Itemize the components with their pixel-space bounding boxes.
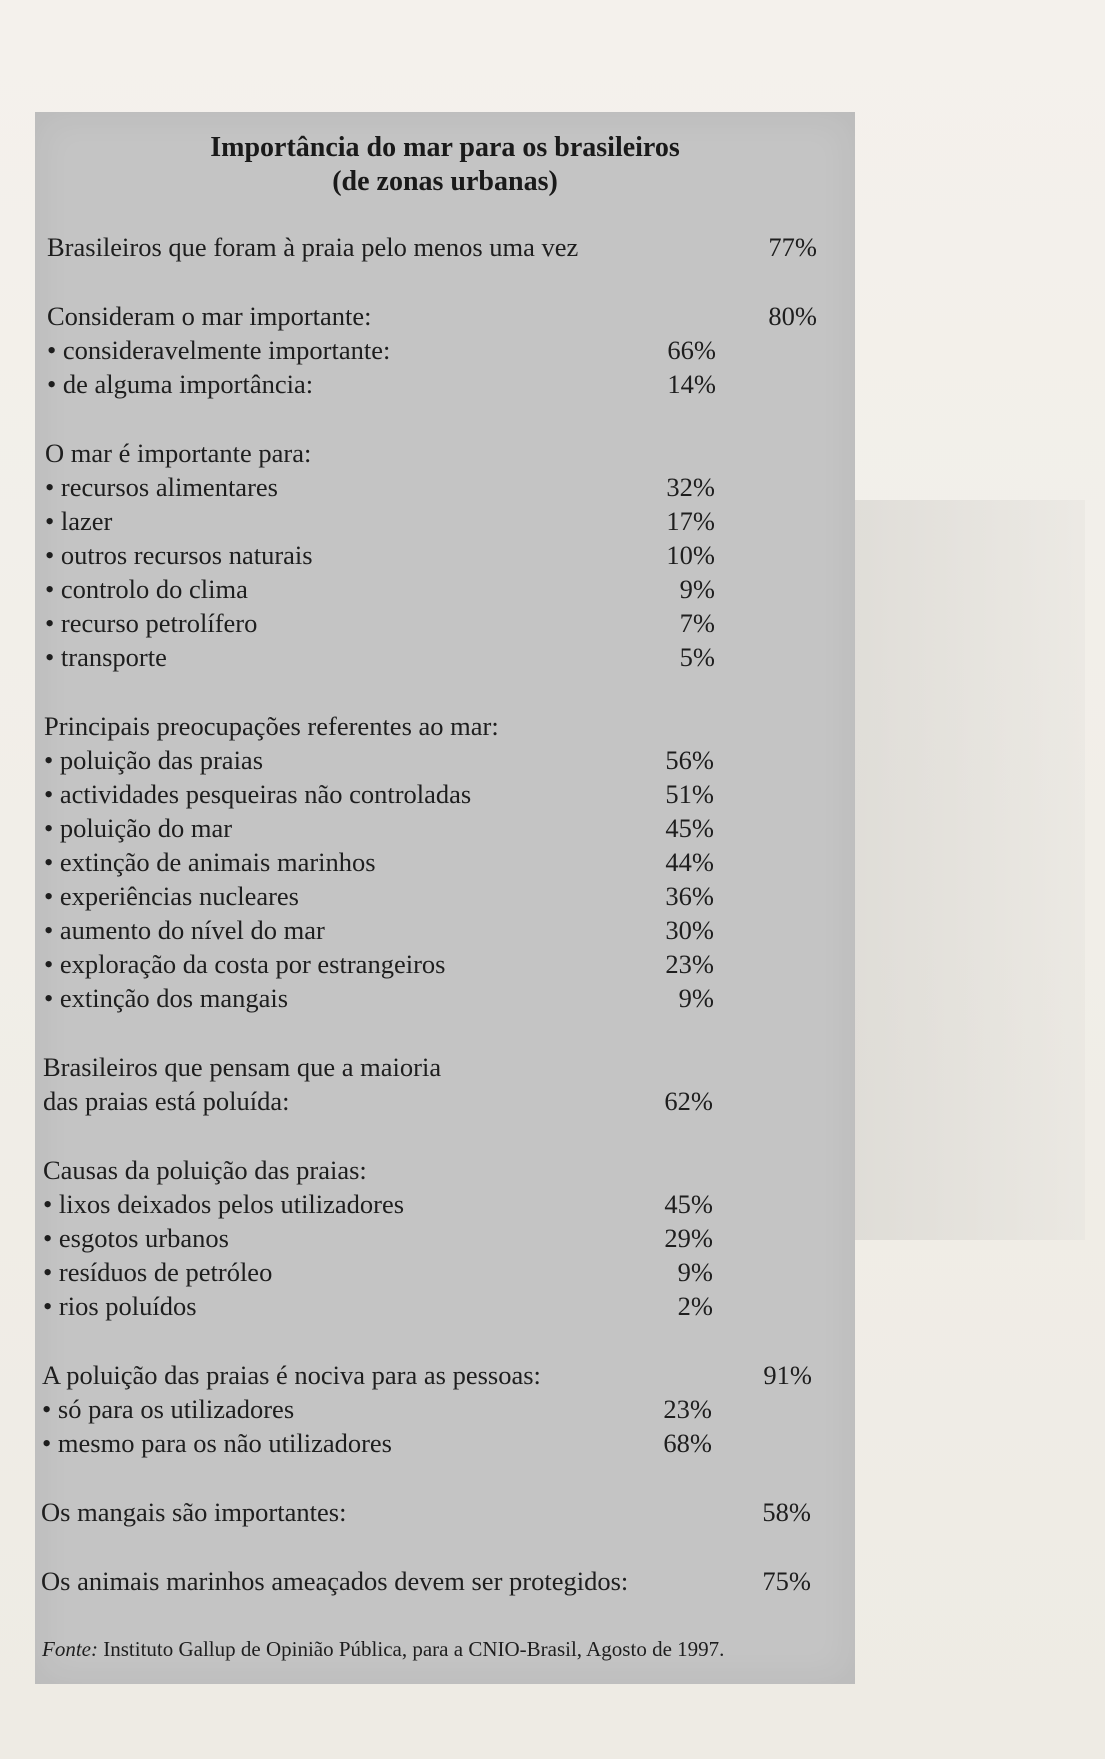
row-value: 23% [665,949,714,979]
row-label: • controlo do clima [45,574,248,604]
table-row [35,845,855,879]
table-row [35,1495,855,1529]
source-text: Instituto Gallup de Opinião Pública, para a CNIO-Brasil, Agosto de 1997. [103,1637,725,1661]
row-label: • lazer [45,506,113,536]
table-row [35,1153,855,1187]
row-value: 30% [665,915,714,945]
row-value: 9% [678,983,714,1013]
source-label: Fonte: [42,1637,98,1661]
table-row [35,1255,855,1289]
table-row [35,1187,855,1221]
row-label: • resíduos de petróleo [43,1257,273,1287]
row-label: • exploração da costa por estrangeiros [44,949,446,979]
table-row [35,606,855,640]
table-row [35,640,855,674]
facing-page-show-through [835,500,1085,1240]
row-value: 10% [666,540,715,570]
row-value: 68% [663,1428,712,1458]
row-label: Os animais marinhos ameaçados devem ser protegidos: [41,1566,629,1596]
row-value: 7% [679,608,715,638]
table-row [35,1289,855,1323]
row-value: 45% [665,813,714,843]
table-row [35,504,855,538]
source-note [42,1635,852,1663]
row-value: 75% [762,1566,811,1596]
row-label: • extinção de animais marinhos [44,847,376,877]
table-row [35,572,855,606]
row-value: 9% [679,574,715,604]
row-label: Brasileiros que foram à praia pelo menos uma vez [47,232,579,262]
row-label: Causas da poluição das praias: [43,1155,367,1185]
table-row [35,743,855,777]
table-row [35,709,855,743]
row-label: • recursos alimentares [45,472,278,502]
table-row [35,811,855,845]
row-label: O mar é importante para: [45,438,312,468]
table-title: Importância do mar para os brasileiros [210,132,680,163]
row-value: 58% [762,1497,811,1527]
table-row [35,1426,855,1460]
row-value: 32% [666,472,715,502]
table-row [35,1084,855,1118]
row-value: 91% [763,1360,812,1390]
row-value: 62% [664,1086,713,1116]
row-label: • extinção dos mangais [44,983,289,1013]
row-label: • actividades pesqueiras não controladas [44,779,472,809]
row-label: • de alguma importância: [47,369,314,399]
table-row [35,299,855,333]
row-value: 77% [768,232,817,262]
row-value: 14% [667,369,716,399]
table-row [35,879,855,913]
table-row [35,1358,855,1392]
table-row [35,1564,855,1598]
row-label: Brasileiros que pensam que a maioria [43,1052,442,1082]
row-value: 56% [665,745,714,775]
row-label: • só para os utilizadores [42,1394,295,1424]
table-row [35,947,855,981]
table-row [35,981,855,1015]
table-row [35,1221,855,1255]
row-label: • lixos deixados pelos utilizadores [43,1189,405,1219]
table-row [35,470,855,504]
row-label: • outros recursos naturais [45,540,313,570]
row-label: • aumento do nível do mar [44,915,325,945]
row-value: 45% [664,1189,713,1219]
row-value: 44% [665,847,714,877]
row-label: • consideravelmente importante: [47,335,391,365]
table-row [35,1050,855,1084]
row-label: • rios poluídos [43,1291,197,1321]
row-label: • poluição das praias [44,745,264,775]
row-value: 17% [666,506,715,536]
table-row [35,333,855,367]
row-label: • esgotos urbanos [43,1223,229,1253]
table-row [35,436,855,470]
table-subtitle: (de zonas urbanas) [332,166,558,197]
table-row [35,777,855,811]
row-label: A poluição das praias é nociva para as pessoas: [42,1360,541,1390]
table-row [35,1392,855,1426]
row-label: • recurso petrolífero [45,608,258,638]
row-label: Os mangais são importantes: [41,1497,347,1527]
row-value: 66% [667,335,716,365]
row-label: Consideram o mar importante: [47,301,372,331]
row-value: 9% [677,1257,713,1287]
row-label: • poluição do mar [44,813,233,843]
row-value: 29% [664,1223,713,1253]
survey-table-panel [35,112,855,1684]
table-row [35,230,855,264]
row-label: Principais preocupações referentes ao mar: [44,711,499,741]
table-row [35,367,855,401]
row-value: 5% [679,642,715,672]
row-label: das praias está poluída: [43,1086,290,1116]
row-value: 80% [768,301,817,331]
row-label: • transporte [45,642,167,672]
table-row [35,913,855,947]
row-value: 2% [677,1291,713,1321]
row-value: 23% [663,1394,712,1424]
row-label: • mesmo para os não utilizadores [42,1428,392,1458]
row-value: 36% [665,881,714,911]
row-label: • experiências nucleares [44,881,299,911]
row-value: 51% [665,779,714,809]
table-row [35,538,855,572]
